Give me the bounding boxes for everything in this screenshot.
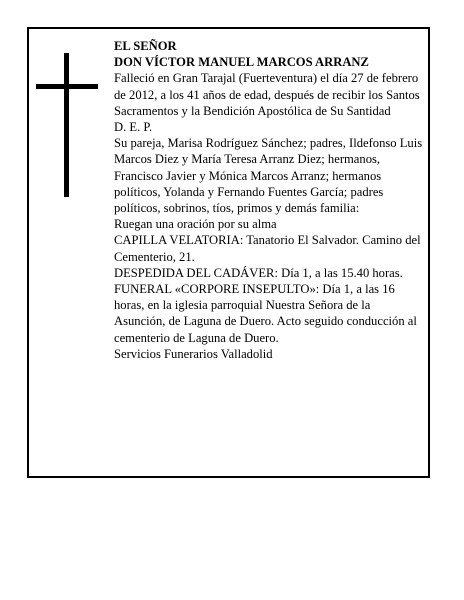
cross-horizontal-bar bbox=[36, 84, 98, 89]
obituary-text bbox=[114, 38, 424, 362]
title-line-1: EL SEÑOR bbox=[114, 39, 177, 53]
family-list: Su pareja, Marisa Rodríguez Sánchez; padres, Ildefonso Luis Marcos Diez y María Teresa Arranz Diez; hermanos, Francisco Javier y Mónica Marcos Arranz; hermanos políticos, Yolanda y Fernando Fuentes García; padres políticos, sobrinos, tíos, primos y demás familia: bbox=[114, 136, 423, 216]
cross-vertical-bar bbox=[64, 53, 69, 197]
dep-line: D. E. P. bbox=[114, 120, 153, 135]
funeral-info: FUNERAL «CORPORE INSEPULTO»: Día 1, a las 16 horas, en la iglesia parroquial Nuestra Señora de la Asunción, de Laguna de Duero. Acto seguido conducción al cementerio de Laguna de Duero. bbox=[114, 282, 417, 345]
death-announcement: Falleció en Gran Tarajal (Fuerteventura) el día 27 de febrero de 2012, a los 41 años de edad, después de recibir los Santos Sacramentos y la Bendición Apostólica de Su Santidad bbox=[114, 71, 420, 118]
farewell-info: DESPEDIDA DEL CADÁVER: Día 1, a las 15.40 horas. bbox=[114, 265, 403, 280]
deceased-name: DON VÍCTOR MANUEL MARCOS ARRANZ bbox=[114, 55, 369, 70]
prayer-request: Ruegan una oración por su alma bbox=[114, 217, 277, 232]
chapel-info: CAPILLA VELATORIA: Tanatorio El Salvador. Camino del Cementerio, 21. bbox=[114, 233, 421, 264]
cross-icon bbox=[36, 53, 98, 197]
funeral-services: Servicios Funerarios Valladolid bbox=[114, 346, 273, 361]
